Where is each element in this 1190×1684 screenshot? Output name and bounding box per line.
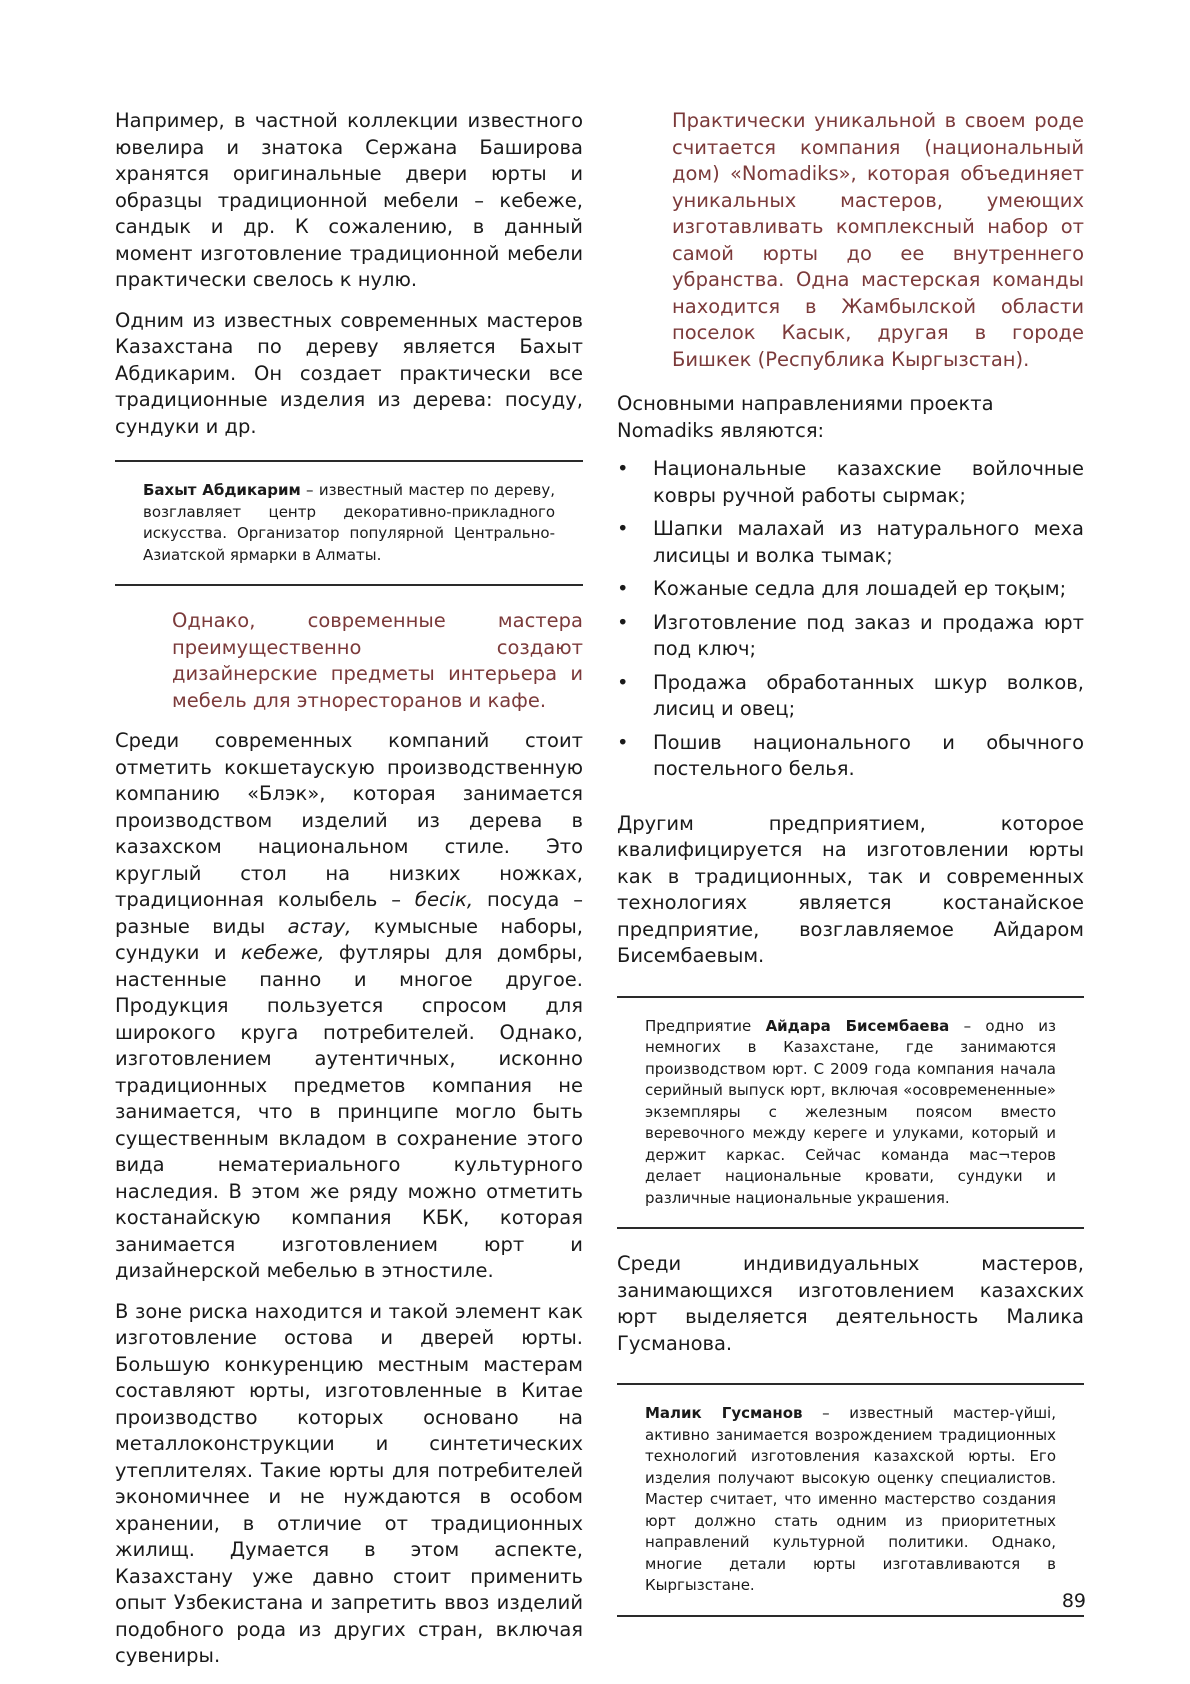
sidebar-abdikarim (115, 460, 583, 586)
paragraph-risk: В зоне риска находится и такой элемент как изготовление остова и дверей юрты. Большую конкуренцию местным мастерам составляют юрты, изготовленные в Китае производство которых основано на металлоконструкции и синтетических утеплителях. Такие юрты для потребителей экономичнее и не нуждаются в особом хранении, в отличие от традиционных жилищ. Думается в этом аспекте, Казахстану уже давно стоит применить опыт Узбекистана и запретить ввоз изделий подобного рода из других стран, включая сувениры. (115, 1299, 583, 1667)
text-run: посуда – разные виды (115, 888, 583, 938)
right-column (617, 108, 1084, 1639)
page-number: 89 (1061, 1590, 1086, 1612)
sidebar-pre: Предприятие (645, 1016, 766, 1035)
sidebar-name: Малик Гусманов (645, 1404, 803, 1422)
sidebar-name: Бахыт Абдикарим (143, 481, 301, 499)
list-item: • Продажа обработанных шкур волков, лисиц и овец; (617, 670, 1084, 723)
italic-term: бесік, (414, 888, 474, 911)
paragraph-companies (115, 728, 583, 1285)
paragraph-kostanay: Другим предприятием, которое квалифицируется на изготовлении юрты как в традиционных, так и современных технологиях является костанайское предприятие, возглавляемое Айдаром Бисембаевым. (617, 811, 1084, 967)
text-run: Среди современных компаний стоит отметить кокшетаускую производственную компанию «Блэк», которая занимается производством изделий из дерева в казахском национальном стиле. Это круглый стол на низких ножках, традиционная колыбель – (115, 729, 583, 911)
bullet-list-directions (617, 456, 1084, 783)
text-run: футляры для домбры, настенные панно и многое другое. Продукция пользуется спросом для широкого круга потребителей. Однако, изготовлением аутентичных, исконно традиционных предметов компания не занимается, что в принципе могло быть существенным вкладом в сохранение этого вида нематериального культурного наследия. В этом же ряду можно отметить костанайскую компания КБК, которая занимается изготовлением юрт и дизайнерской мебелью в этностиле. (115, 941, 583, 1282)
sidebar-name: Айдара Бисембаева (765, 1016, 950, 1035)
sidebar-text: – одно из немногих в Казахстане, где занимаются производством юрт. С 2009 года компания начала серийный выпуск юрт, включая «осовремененные» экземпляры с железным поясом вместо веревочного между кереге и улуками, который и держит каркас. Сейчас команда мас¬теров делает национальные кровати, сундуки и различные национальные украшения. (645, 1016, 1057, 1207)
paragraph-collection: Например, в частной коллекции известного ювелира и знатока Сержана Баширова хранятся оригинальные двери юрты и образцы традиционной мебели – кебеже, сандык и др. К сожалению, в данный момент изготовление традиционной мебели практически свелось к нулю. (115, 109, 583, 291)
list-item: • Пошив национального и обычного постельного белья. (617, 730, 1084, 783)
italic-term: астау, (287, 914, 352, 938)
paragraph-nomadiks-intro: Основными направлениями проекта Nomadiks являются: (617, 392, 994, 442)
left-column (115, 108, 583, 1684)
sidebar-text: – известный мастер-үйші, активно занимается возрождением традиционных технологий изготовления казахской юрты. Его изделия получают высокую оценку специалистов. Мастер считает, что именно мастерство создания юрт должно стать одним из приоритетных направлений культурной политики. Однако, многие детали юрты изготавливаются в Кыргызстане. (645, 1404, 1056, 1594)
paragraph-gusmanov: Среди индивидуальных мастеров, занимающихся изготовлением казахских юрт выделяется деятельность Малика Гусманова. (617, 1252, 1084, 1355)
list-item: • Шапки малахай из натурального меха лисицы и волка тымак; (617, 516, 1084, 569)
paragraph-abdikarim: Одним из известных современных мастеров Казахстана по дереву является Бахыт Абдикарим. Он создает практически все традиционные изделия из дерева: посуду, сундуки и др. (115, 308, 583, 438)
sidebar-bisembaev (617, 996, 1084, 1230)
pull-quote-nomadiks: Практически уникальной в своем роде считается компания (национальный дом) «Nomadiks», которая объединяет уникальных мастеров, умеющих изготавливать комплексный набор от самой юрты до ее внутреннего убранства. Одна мастерская команды находится в Жамбылской области поселок Касык, другая в городе Бишкек (Республика Кыргызстан). (672, 109, 1084, 371)
italic-term: кебеже, (240, 941, 325, 964)
list-item: • Изготовление под заказ и продажа юрт под ключ; (617, 610, 1084, 663)
list-item: • Кожаные седла для лошадей ер тоқым; (617, 576, 1084, 603)
list-item: • Национальные казахские войлочные ковры ручной работы сырмак; (617, 456, 1084, 509)
pull-quote-modern-masters: Однако, современные мастера преимущественно создают дизайнерские предметы интерьера и мебель для этноресторанов и кафе. (172, 609, 583, 712)
text-run: кумысные наборы, сундуки и (115, 914, 583, 964)
sidebar-text: – известный мастер по дереву, возглавляет центр декоративно-прикладного искусства. Организатор популярной Центрально-Азиатской ярмарки в Алматы. (143, 481, 555, 564)
sidebar-gusmanov (617, 1383, 1084, 1617)
